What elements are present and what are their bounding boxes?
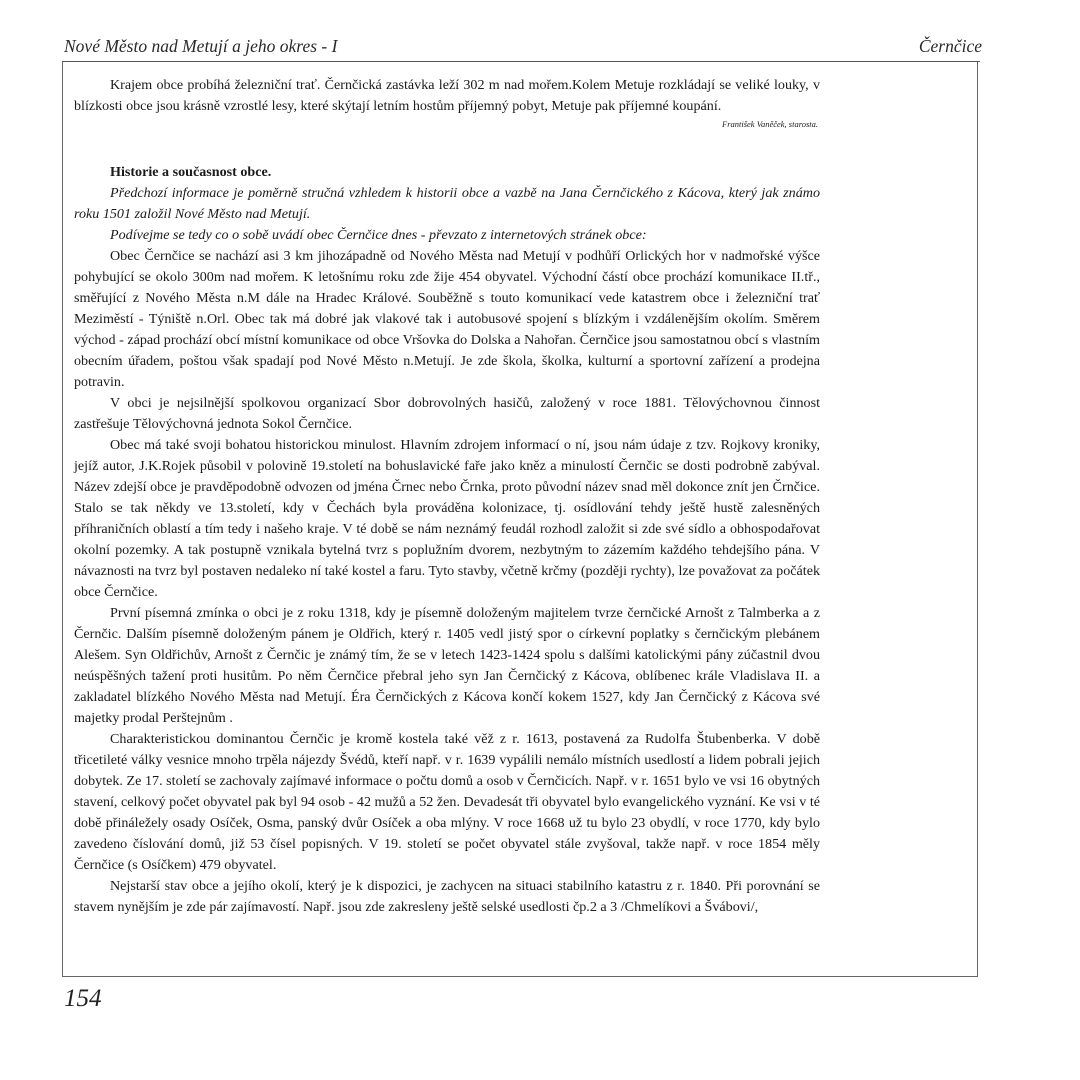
running-header-chapter: Černčice [918, 36, 982, 56]
running-header-title: Nové Město nad Metují a jeho okres - I [64, 36, 338, 56]
intro-signature: František Vaněček, starosta. [722, 119, 818, 129]
body-paragraph: V obci je nejsilnější spolkovou organizací Sbor dobrovolných hasičů, založený v roce 1881. Tělovýchovnou činnost zastřešuje Tělovýchovná jednota Sokol Černčice. [74, 395, 820, 432]
body-text [74, 75, 820, 918]
body-paragraph: Obec Černčice se nachází asi 3 km jihozápadně od Nového Města nad Metují v podhůří Orlických hor v nadmořské výšce pohybující se okolo 300m nad mořem. K letošnímu roku zde žije 454 obyvatel. Východní částí obce prochází komunikace II.tř., směřující z Nového Města n.M dále na Hradec Králové. Souběžně s touto komunikací vede katastrem obce i železniční trať Meziměstí - Týniště n.Orl. Obec tak má dobré jak vlakové tak i autobusové spojení s blízkým i vzdálenějším okolím. Směrem východ - západ prochází obcí místní komunikace od obce Vršovka do Dolska a Nahořan. Černčice jsou samostatnou obcí s vlastním obecním úřadem, poštou však spadají pod Nové Město n.Metují. Je zde škola, školka, kulturní a sportovní zařízení a prodejna potravin. [74, 248, 820, 390]
italic-note-2: Podívejme se tedy co o sobě uvádí obec Černčice dnes - převzato z internetových stránek obce: [110, 227, 647, 243]
body-paragraph: Charakteristickou dominantou Černčic je kromě kostela také věž z r. 1613, postavená za Rudolfa Štubenberka. V době třicetileté války vesnice mnoho trpěla nájezdy Švédů, kteří např. v r. 1639 vypálili nemálo místních usedlostí a lidem pobrali jejich dobytek. Ze 17. století se zachovaly zajímavé informace o počtu domů a osob v Černčicích. Např. v r. 1651 bylo ve vsi 16 obytných stavení, celkový počet obyvatel pak byl 94 osob - 42 mužů a 52 žen. Devadesát tři obyvatel bylo evangelického vyznání. Ke vsi v té době přináležely osady Osíček, Osma, panský dvůr Osíček a oba mlýny. V roce 1668 už tu bylo 23 obydlí, v roce 1770, kdy bylo zavedeno číslování domů, již 53 čísel popisných. V 19. století se počet obyvatel stále zvyšoval, takže např. v roce 1854 měly Černčice (s Osíčkem) 479 obyvatel. [74, 731, 820, 873]
section-spacer [74, 131, 820, 162]
italic-note-1: Předchozí informace je poměrně stručná vzhledem k historii obce a vazbě na Jana Černčického z Kácova, který jak známo roku 1501 založil Nové Město nad Metují. [74, 185, 820, 222]
body-paragraph: Nejstarší stav obce a jejího okolí, který je k dispozici, je zachycen na situaci stabilního katastru z r. 1840. Při porovnání se stavem nynějším je zde pár zajímavostí. Např. jsou zde zakresleny ještě selské usedlosti čp.2 a 3 /Chmelíkovi a Švábovi/, [74, 878, 820, 915]
running-header [62, 36, 982, 62]
body-paragraph: Obec má také svoji bohatou historickou minulost. Hlavním zdrojem informací o ní, jsou nám údaje z tzv. Rojkovy kroniky, jejíž autor, J.K.Rojek působil v polovině 19.století na bohuslavické faře jako kněz a minulostí Černčic se dosti podrobně zabýval. Název zdejší obce je pravděpodobně odvozen od jména Črnec nebo Črnka, proto původní název snad měl dokonce znít jen Črnčice. Stalo se tak někdy ve 13.století, kdy v Čechách byla prováděna kolonizace, tj. osídlování tehdy ještě hustě zalesněných příhraničních oblastí a tím tedy i našeho kraje. V té době se nám neznámý feudál rozhodl založit si zde své sídlo a obhospodařovat okolní pozemky. A tak postupně vznikala bytelná tvrz s poplužním dvorem, nezbytným to zázemím každého tehdejšího pána. V návaznosti na tvrz byl postaven nedaleko ní také kostel a faru. Tyto stavby, včetně krčmy (později rychty), lze považovat za počátek obce Černčice. [74, 437, 820, 600]
section-heading: Historie a současnost obce. [110, 164, 272, 180]
page-number: 154 [64, 985, 102, 1012]
intro-paragraph: Krajem obce probíhá železniční trať. Černčická zastávka leží 302 m nad mořem.Kolem Metuje rozkládají se veliké louky, v blízkosti obce jsou krásně vzrostlé lesy, které skýtají letním hostům příjemný pobyt, Metuje pak příjemné koupání. [74, 77, 820, 114]
body-paragraph: První písemná zmínka o obci je z roku 1318, kdy je písemně doloženým majitelem tvrze černčické Arnošt z Talmberka a z Černčic. Dalším písemně doloženým pánem je Oldřich, který r. 1405 vedl jistý spor o církevní poplatky s černčickým plebánem Alešem. Syn Oldřichův, Arnošt z Černčic je známý tím, že se v letech 1423-1424 spolu s dalšími katolickými pány zúčastnil dvou neúspěšných tažení proti husitům. Po něm Černčice přebral jeho syn Jan Černčický z Kácova, oblíbenec krále Vladislava II. a zakladatel blízkého Nového Města nad Metují. Éra Černčických z Kácova končí kokem 1527, kdy Jan Černčický z Kácova své majetky prodal Perštejnům . [74, 605, 820, 726]
